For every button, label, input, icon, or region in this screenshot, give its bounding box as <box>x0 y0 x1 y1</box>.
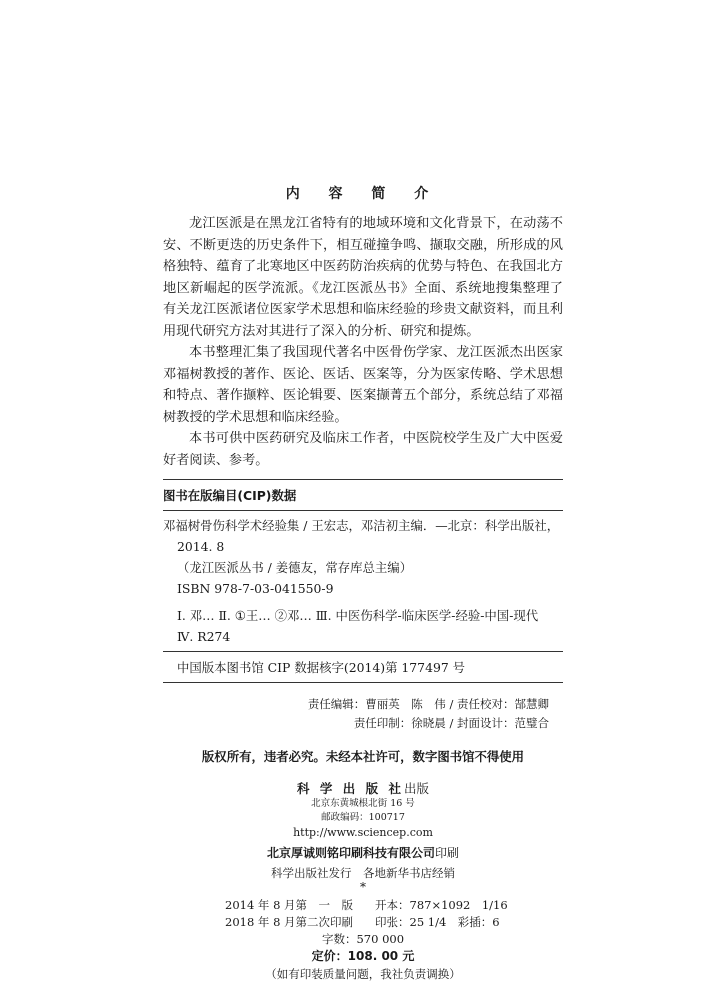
cip-isbn-line: ISBN 978-7-03-041550-9 <box>177 581 334 596</box>
publisher-postcode: 邮政编码：100717 <box>321 812 405 823</box>
publisher-imprint <box>163 781 563 893</box>
cip-number: 中国版本图书馆 CIP 数据核字(2014)第 177497 号 <box>163 651 563 682</box>
separator-star: * <box>360 880 366 894</box>
sheets-info: 印张：25 1/4 彩插：6 <box>375 915 500 929</box>
credits-line: 责任编辑：曹丽英 陈 伟 / 责任校对：郜慧卿 <box>307 697 549 711</box>
cip-series-line: （龙江医派丛书 / 姜德友，常存库总主编） <box>177 560 413 575</box>
edition-date: 2014 年 8 月第 一 版 <box>225 898 354 912</box>
printing-date: 2018 年 8 月第二次印刷 <box>225 915 354 929</box>
quality-note: （如有印装质量问题，我社负责调换） <box>265 967 461 981</box>
edition-row <box>163 914 563 931</box>
copyright-page <box>163 183 563 983</box>
rights-notice: 版权所有，违者必究。未经本社许可，数字图书馆不得使用 <box>201 749 525 764</box>
summary-paragraph: 本书可供中医药研究及临床工作者，中医院校学生及广大中医爱好者阅读、参考。 <box>163 431 563 468</box>
price: 定价：108. 00 元 <box>311 949 415 963</box>
cip-record <box>163 510 563 651</box>
distribution-line: 科学出版社发行 各地新华书店经销 <box>271 866 455 880</box>
publisher-url: http://www.sciencep.com <box>293 826 433 839</box>
cip-title-line: 邓福树骨伤科学术经验集 / 王宏志，邓洁初主编．—北京：科学出版社，2014. 8 <box>163 518 560 554</box>
publisher-name: 科 学 出 版 社出版 <box>297 781 429 796</box>
credits-line: 责任印制：徐晓晨 / 封面设计：范璧合 <box>353 716 549 730</box>
publisher-address: 北京东黄城根北街 16 号 <box>311 798 415 809</box>
cip-classification-line: Ⅰ. 邓… Ⅱ. ①王… ②邓… Ⅲ. 中医伤科学-临床医学-经验-中国-现代 <box>177 608 539 623</box>
summary-title: 内 容 简 介 <box>285 186 441 202</box>
editorial-credits <box>163 695 563 733</box>
printer-name: 北京厚诚则铭印刷科技有限公司印刷 <box>266 846 460 860</box>
cip-classification-line: Ⅳ. R274 <box>177 629 231 644</box>
edition-info <box>163 897 563 931</box>
cip-heading: 图书在版编目(CIP)数据 <box>163 488 297 503</box>
cip-data-block <box>163 479 563 683</box>
format-info: 开本：787×1092 1/16 <box>375 898 508 912</box>
word-count: 字数：570 000 <box>321 932 405 946</box>
edition-row <box>163 897 563 914</box>
summary-paragraph: 本书整理汇集了我国现代著名中医骨伤学家、龙江医派杰出医家邓福树教授的著作、医论、医话、医案等，分为医家传略、学术思想和特点、著作撷粹、医论辑要、医案撷菁五个部分，系统总结了邓福树教授的学术思想和临床经验。 <box>163 345 563 425</box>
summary-paragraph: 龙江医派是在黑龙江省特有的地域环境和文化背景下，在动荡不安、不断更迭的历史条件下，相互碰撞争鸣、撷取交融，所形成的风格独特、蕴育了北寒地区中医药防治疾病的优势与特色、在我国北方地区新崛起的医学流派。《龙江医派丛书》全面、系统地搜集整理了有关龙江医派诸位医家学术思想和临床经验的珍贵文献资料，而且利用现代研究方法对其进行了深入的分析、研究和提炼。 <box>163 216 563 339</box>
